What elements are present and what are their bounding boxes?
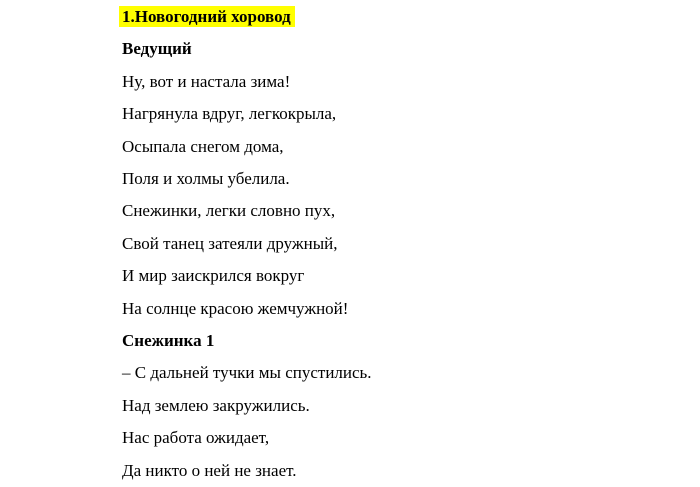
verse-line: Ну, вот и настала зима!	[122, 71, 291, 91]
verse-line: Осыпала снегом дома,	[122, 136, 284, 156]
verse-line: И мир заискрился вокруг	[122, 266, 305, 286]
verse-line: Свой танец затеяли дружный,	[122, 233, 338, 253]
speaker-heading-vedushchiy: Ведущий	[122, 39, 192, 59]
speaker-heading-snezhinka-1: Снежинка 1	[122, 331, 215, 351]
verse-line: Снежинки, легки словно пух,	[122, 201, 336, 221]
verse-line: Поля и холмы убелила.	[122, 169, 290, 189]
verse-line: На солнце красою жемчужной!	[122, 298, 349, 318]
verse-line: Над землею закружились.	[122, 395, 310, 415]
verse-line: Нас работа ожидает,	[122, 428, 270, 448]
verse-line: – С дальней тучки мы спустились.	[122, 363, 372, 383]
highlighted-title-text: 1.Новогодний хоровод	[119, 6, 295, 27]
scene-title-line	[122, 1, 700, 33]
verse-line: Да никто о ней не знает.	[122, 460, 297, 480]
verse-line: Нагрянула вдруг, легкокрыла,	[122, 104, 337, 124]
